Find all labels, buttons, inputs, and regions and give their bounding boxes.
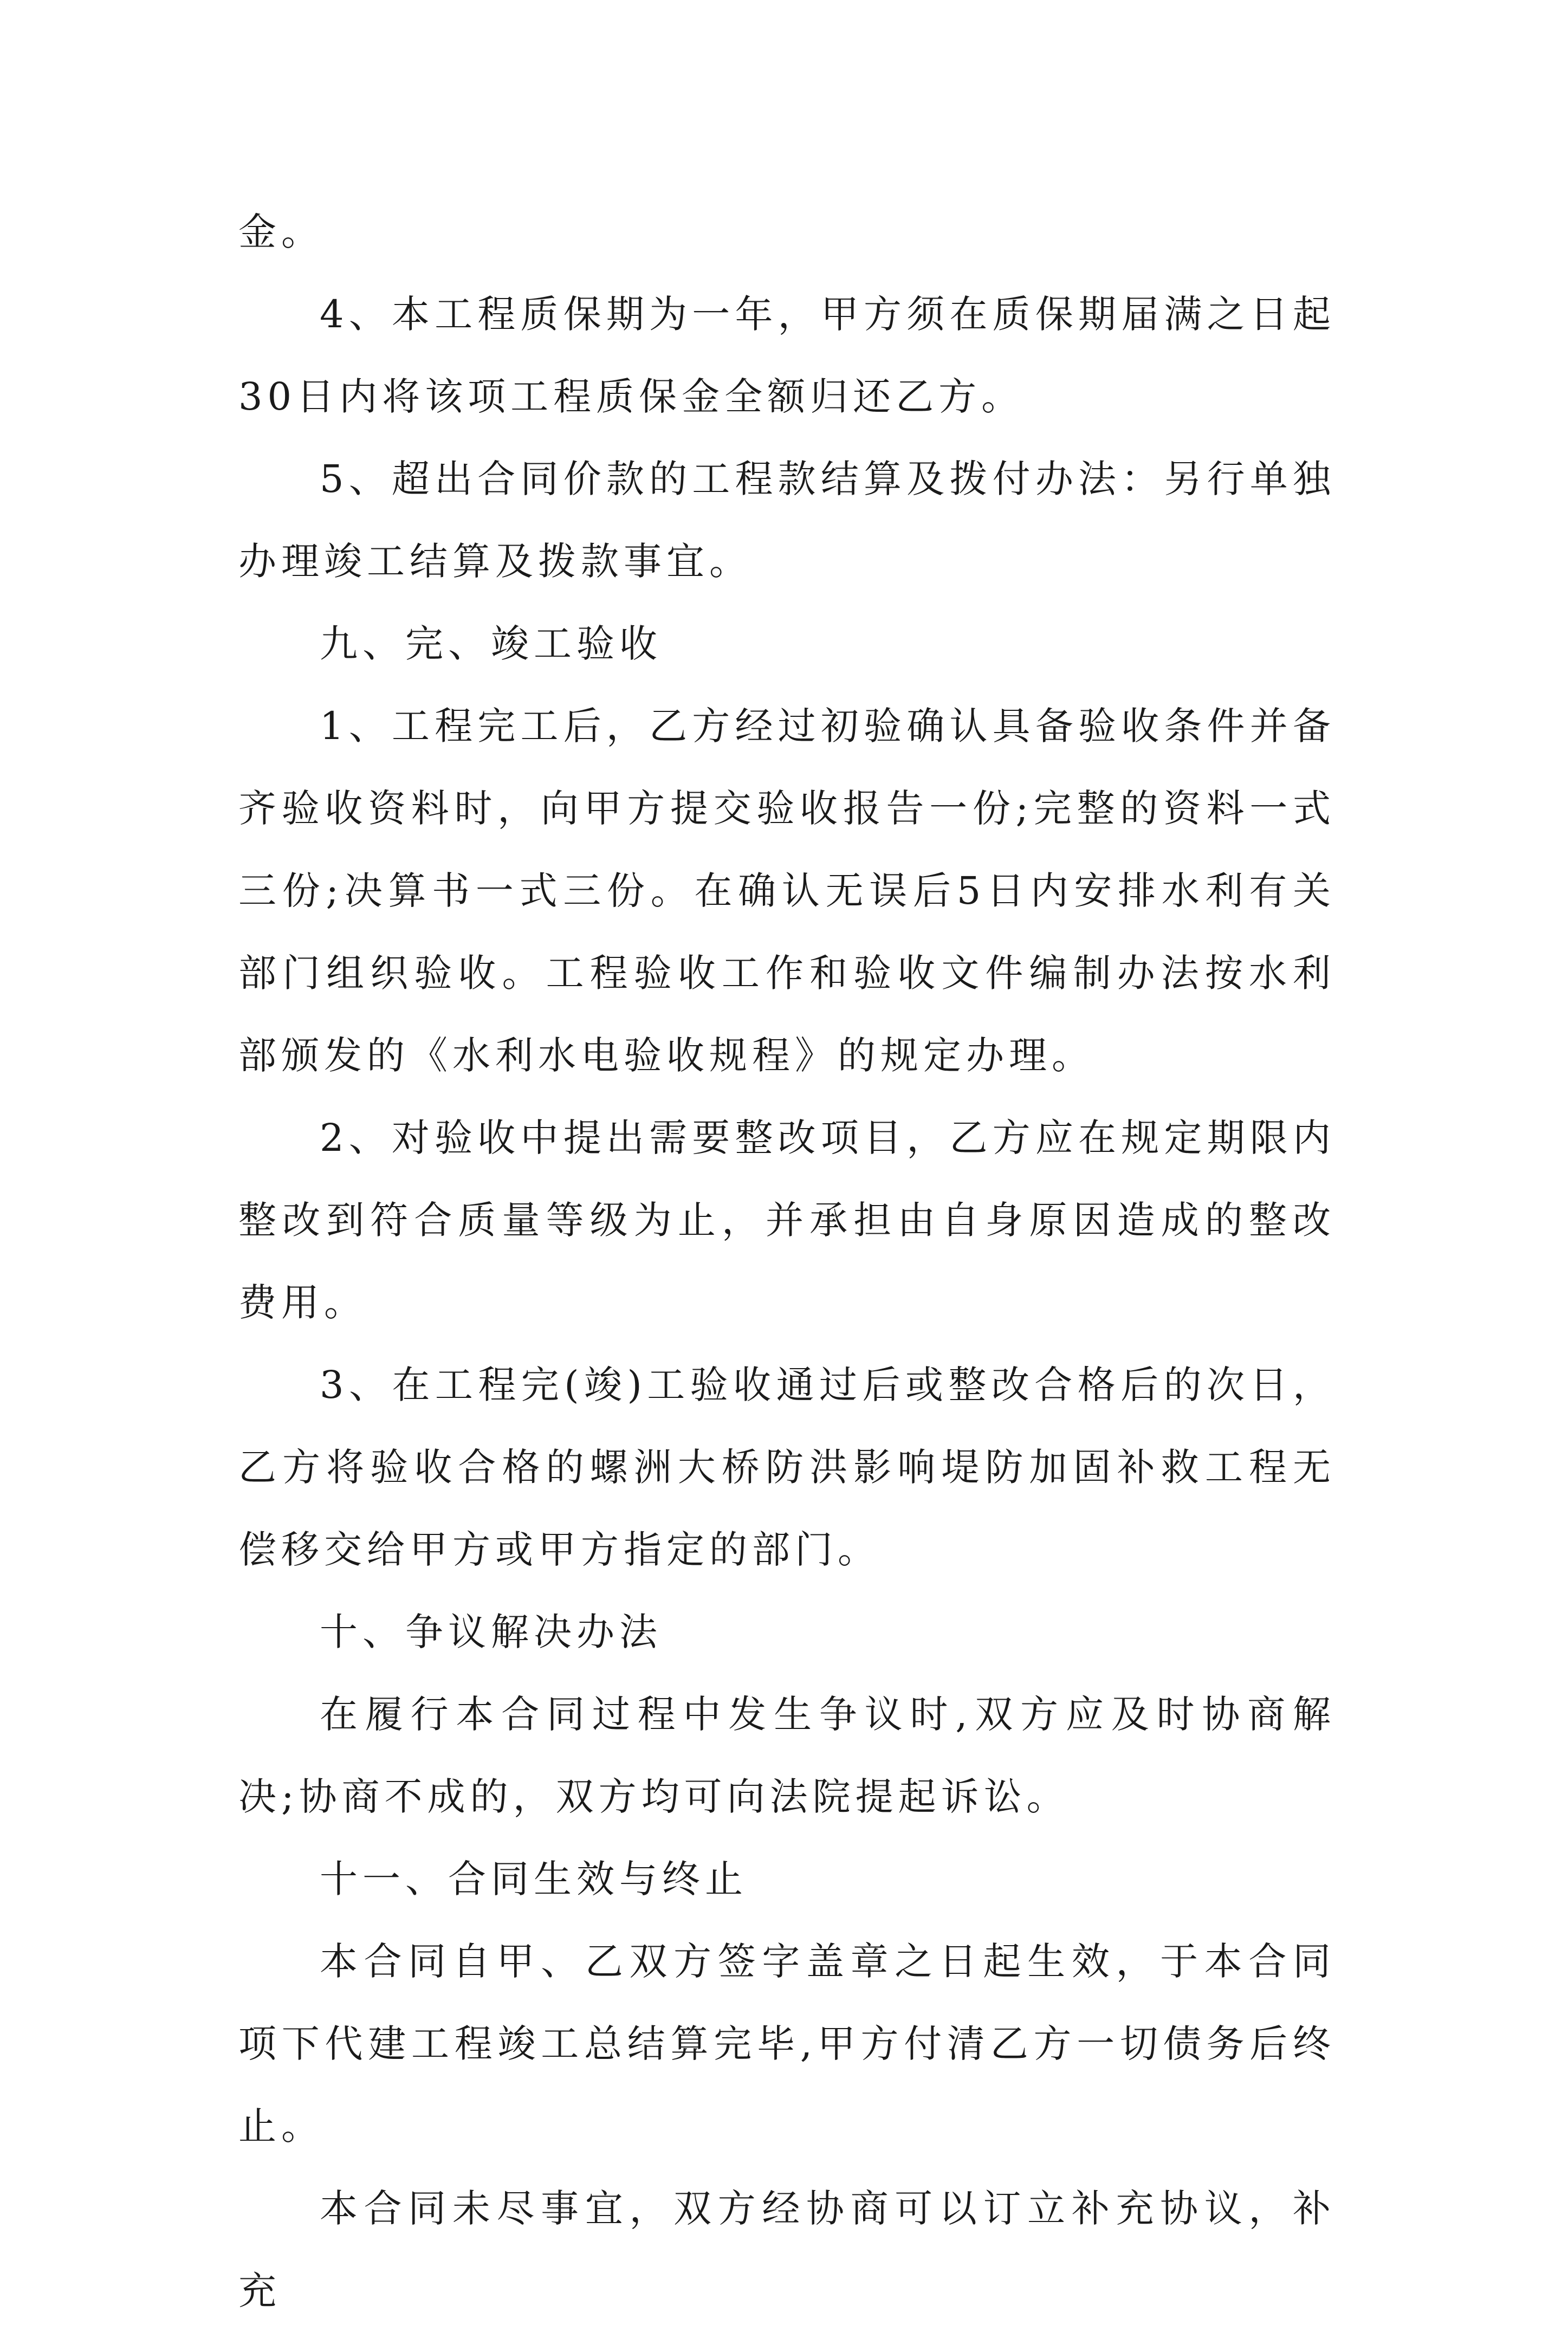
paragraph-supplement: 本合同未尽事宜，双方经协商可以订立补充协议，补充 (238, 2186, 1336, 2313)
paragraph-acceptance-1: 1、工程完工后，乙方经过初验确认具备验收条件并备齐验收资料时，向甲方提交验收报告一份;完整的资料一式三份;决算书一式三份。在确认无误后5日内安排水利有关部门组织验收。工程验收工作和验收文件编制办法按水利部颁发的《水利水电验收规程》的规定办理。 (238, 704, 1336, 1078)
paragraph-acceptance-2: 2、对验收中提出需要整改项目，乙方应在规定期限内整改到符合质量等级为止，并承担由自身原因造成的整改费用。 (238, 1116, 1336, 1325)
section-heading-acceptance: 九、完、竣工验收 (320, 621, 662, 666)
paragraph-acceptance-3: 3、在工程完(竣)工验收通过后或整改合格后的次日，乙方将验收合格的螺洲大桥防洪影响堤防加固补救工程无偿移交给甲方或甲方指定的部门。 (238, 1363, 1336, 1572)
paragraph-effect: 本合同自甲、乙双方签字盖章之日起生效，于本合同项下代建工程竣工总结算完毕,甲方付清乙方一切债务后终止。 (238, 1939, 1336, 2148)
paragraph-clause-5: 5、超出合同价款的工程款结算及拨付办法：另行单独办理竣工结算及拨款事宜。 (238, 457, 1336, 584)
paragraph-clause-4: 4、本工程质保期为一年，甲方须在质保期届满之日起30日内将该项工程质保金全额归还乙方。 (238, 292, 1336, 419)
paragraph-continuation: 金。 (238, 210, 324, 254)
paragraph-dispute: 在履行本合同过程中发生争议时,双方应及时协商解决;协商不成的，双方均可向法院提起诉讼。 (238, 1692, 1336, 1819)
section-heading-dispute: 十、争议解决办法 (320, 1610, 662, 1654)
document-body (238, 191, 1336, 2332)
section-heading-effect-termination: 十一、合同生效与终止 (320, 1857, 748, 1901)
